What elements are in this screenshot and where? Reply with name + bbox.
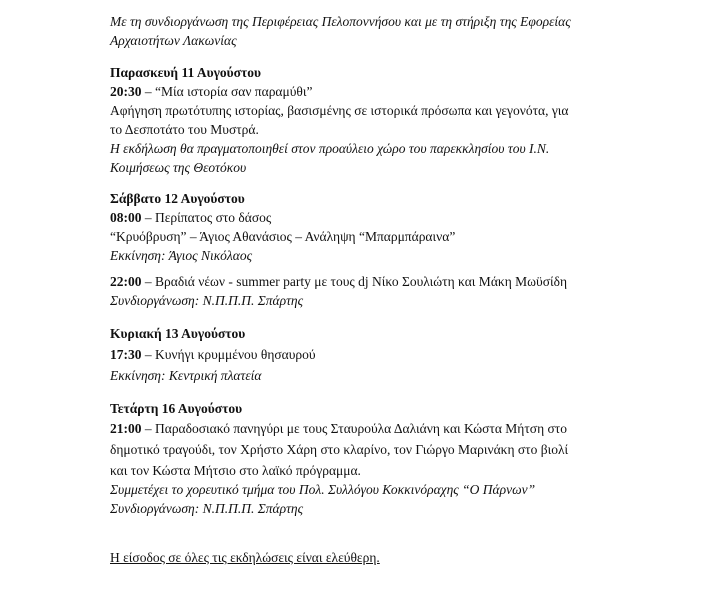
organizer-note-line-1: Με τη συνδιοργάνωση της Περιφέρειας Πελοποννήσου και με τη στήριξη της Εφορείας [110,14,571,29]
event-note: Εκκίνηση: Άγιος Νικόλαος [110,248,253,263]
event-note: Συνδιοργάνωση: Ν.Π.Π.Π. Σπάρτης [110,501,304,516]
event-note: Κοιμήσεως της Θεοτόκου [110,160,247,175]
event-line [110,419,567,438]
event-line [110,208,271,227]
event-description: δημοτικό τραγούδι, τον Χρήστο Χάρη στο κλαρίνο, τον Γιώργο Μαρινάκη στο βιολί [110,442,569,457]
day-heading-friday: Παρασκευή 11 Αυγούστου [110,65,261,80]
event-description: “Κρυόβρυση” – Άγιος Αθανάσιος – Ανάληψη “Μπαρμπάραινα” [110,229,456,244]
event-title: – Κυνήγι κρυμμένου θησαυρού [141,347,316,362]
event-description: και τον Κώστα Μήτσιο στο λαϊκό πρόγραμμα. [110,463,361,478]
day-heading-saturday: Σάββατο 12 Αυγούστου [110,191,245,206]
cut-off-line [110,0,610,2]
event-note: Συνδιοργάνωση: Ν.Π.Π.Π. Σπάρτης [110,293,304,308]
event-note: Εκκίνηση: Κεντρική πλατεία [110,368,262,383]
event-time: 22:00 [110,274,142,289]
event-title: – Παραδοσιακό πανηγύρι με τους Σταυρούλα Δαλιάνη και Κώστα Μήτση στο [141,421,567,436]
event-line [110,272,567,291]
event-note: Συμμετέχει το χορευτικό τμήμα του Πολ. Συλλόγου Κοκκινόραχης “Ο Πάρνων” [110,482,536,497]
event-title: – “Μία ιστορία σαν παραμύθι” [141,84,313,99]
event-description: Αφήγηση πρωτότυπης ιστορίας, βασισμένης σε ιστορικά πρόσωπα και γεγονότα, για [110,103,569,118]
day-heading-sunday: Κυριακή 13 Αυγούστου [110,326,246,341]
day-heading-wednesday: Τετάρτη 16 Αυγούστου [110,401,243,416]
event-description: το Δεσποτάτο του Μυστρά. [110,122,259,137]
organizer-note-line-2: Αρχαιοτήτων Λακωνίας [110,33,237,48]
event-line [110,345,316,364]
event-time: 20:30 [110,84,142,99]
event-time: 08:00 [110,210,142,225]
event-title: – Περίπατος στο δάσος [141,210,272,225]
free-entry-notice: Η είσοδος σε όλες τις εκδηλώσεις είναι ελεύθερη. [110,550,380,565]
event-title: – Βραδιά νέων - summer party με τους dj Νίκο Σουλιώτη και Μάκη Μωϋσίδη [141,274,568,289]
event-note: Η εκδήλωση θα πραγματοποιηθεί στον προαύλειο χώρο του παρεκκλησίου του Ι.Ν. [110,141,550,156]
event-line [110,82,313,101]
event-time: 21:00 [110,421,142,436]
event-time: 17:30 [110,347,142,362]
